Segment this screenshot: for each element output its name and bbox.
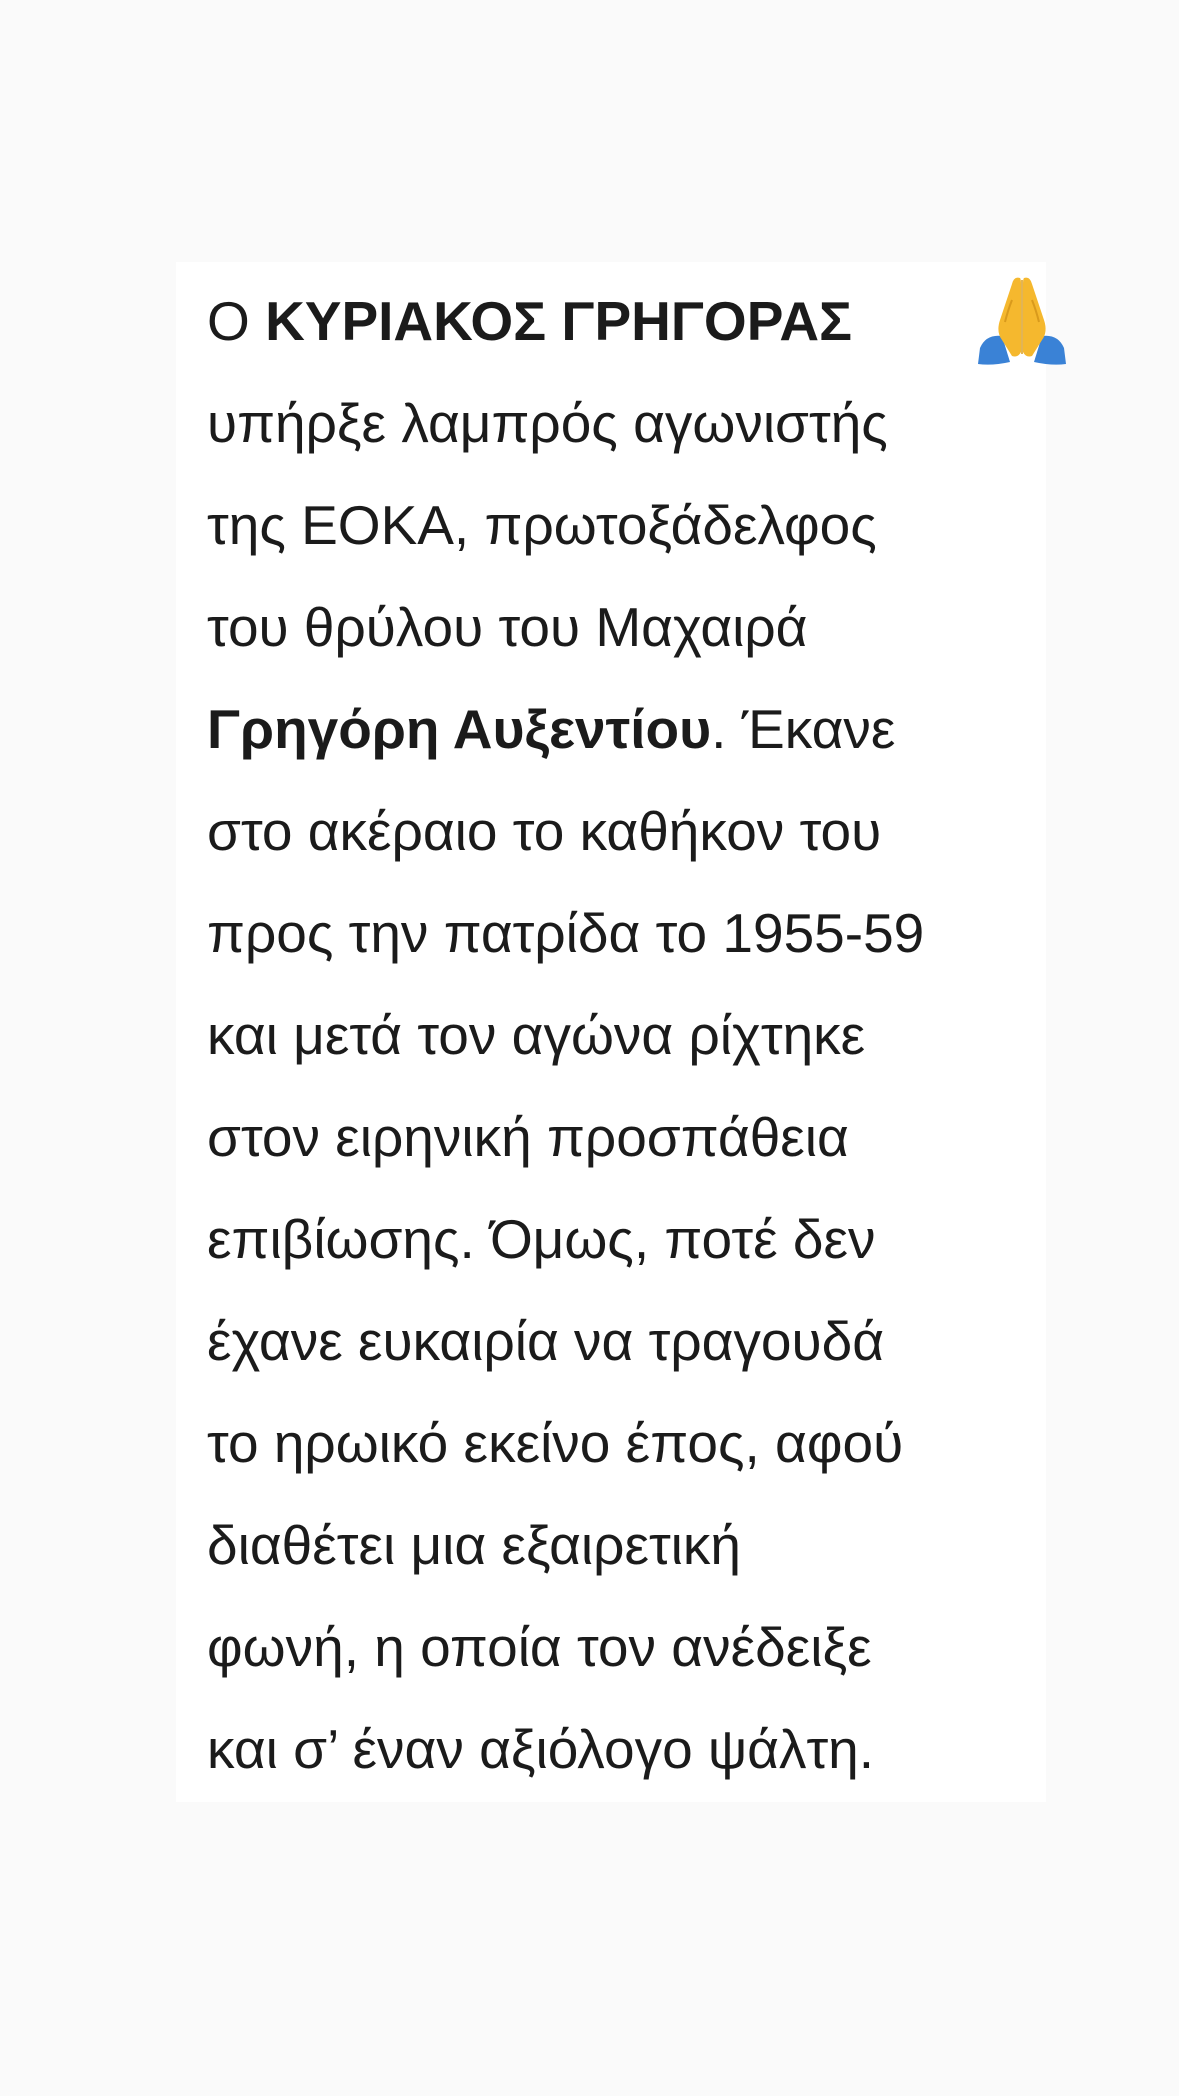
text-line-8: και μετά τον αγώνα ρίχτηκε bbox=[207, 1004, 866, 1066]
text-line-3: της ΕΟΚΑ, πρωτοξάδελφος bbox=[207, 494, 877, 556]
text-line-7: προς την πατρίδα το 1955-59 bbox=[207, 902, 925, 964]
line5-rest: . Έκανε bbox=[711, 698, 896, 760]
text-line-13: διαθέτει μια εξαιρετική bbox=[207, 1514, 741, 1576]
text-line-14: φωνή, η οποία τον ανέδειξε bbox=[207, 1616, 872, 1678]
text-line-9: στον ειρηνική προσπάθεια bbox=[207, 1106, 849, 1168]
text-line-10: επιβίωσης. Όμως, ποτέ δεν bbox=[207, 1208, 876, 1270]
text-line-12: το ηρωικό εκείνο έπος, αφού bbox=[207, 1412, 904, 1474]
bold-name-kyriakos: ΚΥΡΙΑΚΟΣ ΓΡΗΓΟΡΑΣ bbox=[265, 290, 853, 352]
text-line-11: έχανε ευκαιρία να τραγουδά bbox=[207, 1310, 884, 1372]
paragraph bbox=[207, 270, 1027, 1800]
text-line-4: του θρύλου του Μαχαιρά bbox=[207, 596, 808, 658]
text-line-6: στο ακέραιο το καθήκον του bbox=[207, 800, 882, 862]
line1-prefix: Ο bbox=[207, 290, 266, 352]
bold-name-grigoris: Γρηγόρη Αυξεντίου bbox=[207, 698, 712, 760]
text-line-15: και σ’ έναν αξιόλογο ψάλτη. bbox=[207, 1718, 875, 1780]
text-line-5 bbox=[207, 678, 1027, 780]
text-line-1 bbox=[207, 270, 1027, 372]
folded-hands-icon bbox=[972, 270, 1072, 370]
text-line-2: υπήρξε λαμπρός αγωνιστής bbox=[207, 392, 888, 454]
